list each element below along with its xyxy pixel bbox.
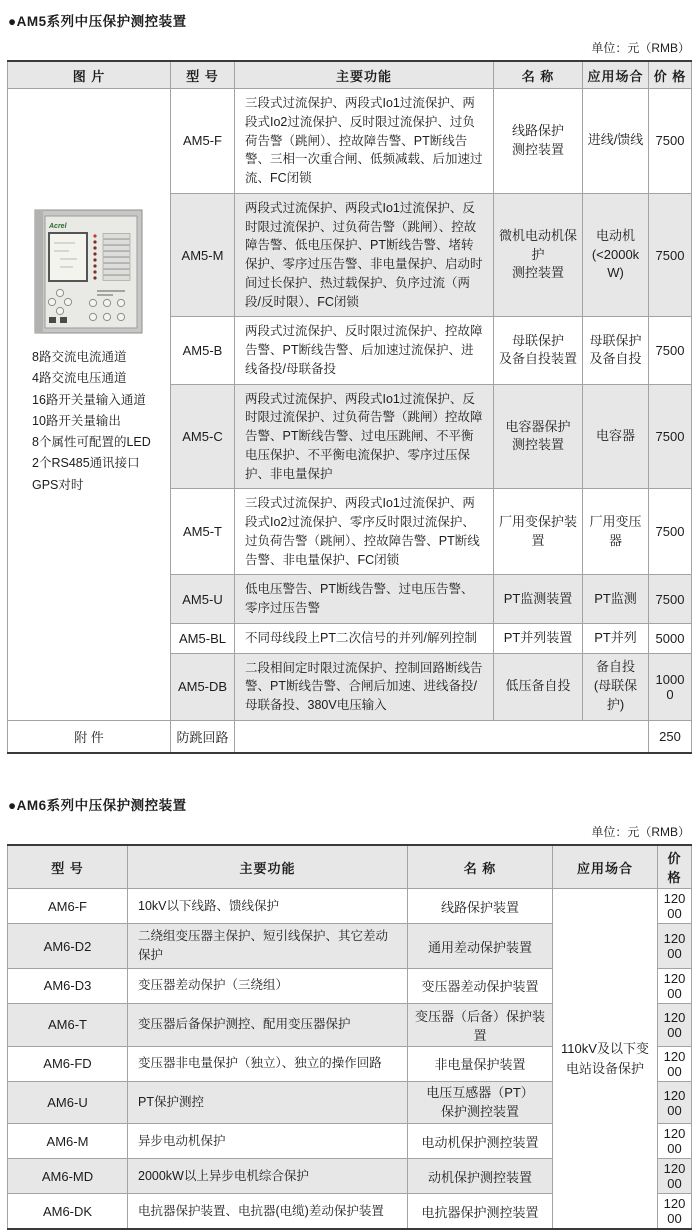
model-cell: AM5-F: [171, 89, 235, 194]
name-cell: PT并列装置: [494, 623, 583, 653]
model-cell: AM6-D3: [8, 968, 128, 1003]
am6-col-header-application: 应用场合: [553, 845, 658, 889]
name-cell: 微机电动机保护 测控装置: [494, 193, 583, 317]
model-cell: AM6-FD: [8, 1046, 128, 1081]
am5-col-header-application: 应用场合: [583, 61, 649, 89]
price-cell: 12000: [658, 1159, 692, 1194]
name-cell: 线路保护 测控装置: [494, 89, 583, 194]
model-cell: AM6-MD: [8, 1159, 128, 1194]
am6-col-header-price: 价 格: [658, 845, 692, 889]
price-cell: 5000: [649, 623, 692, 653]
am6-col-header-model: 型 号: [8, 845, 128, 889]
am5-unit-label: 单位：元（RMB）: [591, 41, 690, 55]
functions-cell: 三段式过流保护、两段式Io1过流保护、两段式Io2过流保护、反时限过流保护、过负荷告警（跳闸）、控故障告警、PT断线告警、三相一次重合闸、低频减载、后加速过流、FC闭锁: [235, 89, 494, 194]
name-cell: 电抗器保护测控装置: [408, 1194, 553, 1230]
functions-cell: 两段式过流保护、反时限过流保护、控故障告警、PT断线告警、后加速过流保护、进线备投/母联备投: [235, 317, 494, 384]
functions-cell: 电抗器保护装置、电抗器(电缆)差动保护装置: [128, 1194, 408, 1230]
device-image-cell: [8, 89, 171, 721]
am5-section-title: ●AM5系列中压保护测控装置: [8, 14, 187, 29]
am5-table: [7, 60, 692, 754]
am5-col-header-image: 图 片: [8, 61, 171, 89]
functions-cell: 三段式过流保护、两段式Io1过流保护、两段式Io2过流保护、零序反时限过流保护、过负荷告警（跳闸）、控故障告警、PT断线告警、非电量保护、FC闭锁: [235, 489, 494, 575]
name-cell: 线路保护装置: [408, 889, 553, 924]
am5-col-header-functions: 主要功能: [235, 61, 494, 89]
name-cell: 非电量保护装置: [408, 1046, 553, 1081]
model-cell: 防跳回路: [171, 720, 235, 753]
price-cell: 7500: [649, 89, 692, 194]
spec-line: 10路开关量输出: [32, 413, 121, 428]
price-cell: 7500: [649, 193, 692, 317]
spec-line: 8路交流电流通道: [32, 350, 127, 364]
am6-unit-label: 单位：元（RMB）: [591, 825, 690, 840]
am6-col-header-name: 名 称: [408, 845, 553, 889]
spec-line: 8个属性可配置的LED: [32, 435, 151, 449]
price-cell: 12000: [658, 1003, 692, 1046]
functions-cell: 2000kW以上异步电机综合保护: [128, 1159, 408, 1194]
application-cell: 进线/馈线: [583, 89, 649, 194]
name-cell: 动机保护测控装置: [408, 1159, 553, 1194]
price-cell: 7500: [649, 575, 692, 624]
model-cell: AM5-BL: [171, 623, 235, 653]
model-cell: AM6-M: [8, 1124, 128, 1159]
model-cell: AM5-DB: [171, 653, 235, 720]
name-cell: 电容器保护 测控装置: [494, 384, 583, 489]
am5-col-header-name: 名 称: [494, 61, 583, 89]
spec-line: 4路交流电压通道: [32, 371, 127, 386]
functions-cell: 变压器非电量保护（独立）、独立的操作回路: [128, 1046, 408, 1081]
price-cell: 12000: [658, 1046, 692, 1081]
accessory-label-cell: 附 件: [8, 720, 171, 753]
acrel-logo: Acrel: [49, 223, 67, 230]
price-cell: 12000: [658, 1081, 692, 1124]
name-cell: 低压备自投: [494, 653, 583, 720]
am5-col-header-model: 型 号: [171, 61, 235, 89]
price-cell: 12000: [658, 1194, 692, 1230]
functions-cell: 不同母线段上PT二次信号的并列/解列控制: [235, 623, 494, 653]
model-cell: AM5-B: [171, 317, 235, 384]
spec-line: 16路开关量输入通道: [32, 392, 146, 407]
model-cell: AM6-U: [8, 1081, 128, 1124]
accessory-row: [8, 720, 692, 753]
am6-section-title: ●AM6系列中压保护测控装置: [8, 798, 187, 814]
table-row: [8, 89, 692, 194]
application-cell: 电动机 (<2000kW): [583, 193, 649, 317]
price-cell: 12000: [658, 924, 692, 969]
am5-col-header-price: 价 格: [649, 61, 692, 89]
am6-table: [7, 844, 692, 1230]
functions-cell: 异步电动机保护: [128, 1124, 408, 1159]
model-cell: AM6-T: [8, 1003, 128, 1046]
application-cell: PT监测: [583, 575, 649, 624]
device-specs: [14, 347, 164, 496]
model-cell: AM6-D2: [8, 924, 128, 969]
price-cell: 7500: [649, 489, 692, 575]
device-case-side: [35, 210, 43, 333]
functions-cell: 10kV以下线路、馈线保护: [128, 889, 408, 924]
name-cell: PT监测装置: [494, 575, 583, 624]
spec-line: 2个RS485通讯接口: [32, 456, 140, 471]
accessory-empty-cell: [235, 720, 649, 753]
functions-cell: 两段式过流保护、两段式Io1过流保护、反时限过流保护、过负荷告警（跳闸）控故障告警、PT断线告警、过电压跳闸、不平衡电压保护、不平衡电流保护、零序过压保护、非电量保护: [235, 384, 494, 489]
model-cell: AM5-C: [171, 384, 235, 489]
device-screen: [49, 233, 87, 281]
name-cell: 通用差动保护装置: [408, 924, 553, 969]
price-cell: 250: [649, 720, 692, 753]
device-photo: [33, 209, 145, 335]
name-cell: 电动机保护测控装置: [408, 1124, 553, 1159]
functions-cell: 变压器后备保护测控、配用变压器保护: [128, 1003, 408, 1046]
price-cell: 12000: [658, 1124, 692, 1159]
model-cell: AM5-T: [171, 489, 235, 575]
functions-cell: 二段相间定时限过流保护、控制回路断线告警、PT断线告警、合闸后加速、进线备投/母联备投、380V电压输入: [235, 653, 494, 720]
am6-col-header-functions: 主要功能: [128, 845, 408, 889]
name-cell: 变压器（后备）保护装置: [408, 1003, 553, 1046]
application-merged-cell: 110kV及以下变 电站设备保护: [553, 889, 658, 1230]
spec-line: GPS对时: [32, 477, 84, 492]
price-cell: 10000: [649, 653, 692, 720]
price-cell: 7500: [649, 317, 692, 384]
model-cell: AM6-DK: [8, 1194, 128, 1230]
application-cell: PT并列: [583, 623, 649, 653]
name-cell: 电压互感器（PT） 保护测控装置: [408, 1081, 553, 1124]
application-cell: 电容器: [583, 384, 649, 489]
model-cell: AM6-F: [8, 889, 128, 924]
functions-cell: 两段式过流保护、两段式Io1过流保护、反时限过流保护、过负荷告警（跳闸）、控故障告警、低电压保护、PT断线告警、堵转保护、零序过压告警、非电量保护、启动时间过长保护、热过载保护、负序过流（两段/反时限）、FC闭锁: [235, 193, 494, 317]
price-cell: 12000: [658, 889, 692, 924]
functions-cell: PT保护测控: [128, 1081, 408, 1124]
model-cell: AM5-M: [171, 193, 235, 317]
am5-header-row: [8, 61, 692, 89]
functions-cell: 低电压警告、PT断线告警、过电压告警、零序过压告警: [235, 575, 494, 624]
application-cell: 备自投 (母联保护): [583, 653, 649, 720]
table-row: [8, 889, 692, 924]
application-cell: 厂用变压器: [583, 489, 649, 575]
am6-header-row: [8, 845, 692, 889]
price-cell: 12000: [658, 968, 692, 1003]
name-cell: 变压器差动保护装置: [408, 968, 553, 1003]
model-cell: AM5-U: [171, 575, 235, 624]
functions-cell: 变压器差动保护（三绕组）: [128, 968, 408, 1003]
functions-cell: 二绕组变压器主保护、短引线保护、其它差动保护: [128, 924, 408, 969]
name-cell: 母联保护 及备自投装置: [494, 317, 583, 384]
price-cell: 7500: [649, 384, 692, 489]
application-cell: 母联保护 及备自投: [583, 317, 649, 384]
name-cell: 厂用变保护装置: [494, 489, 583, 575]
